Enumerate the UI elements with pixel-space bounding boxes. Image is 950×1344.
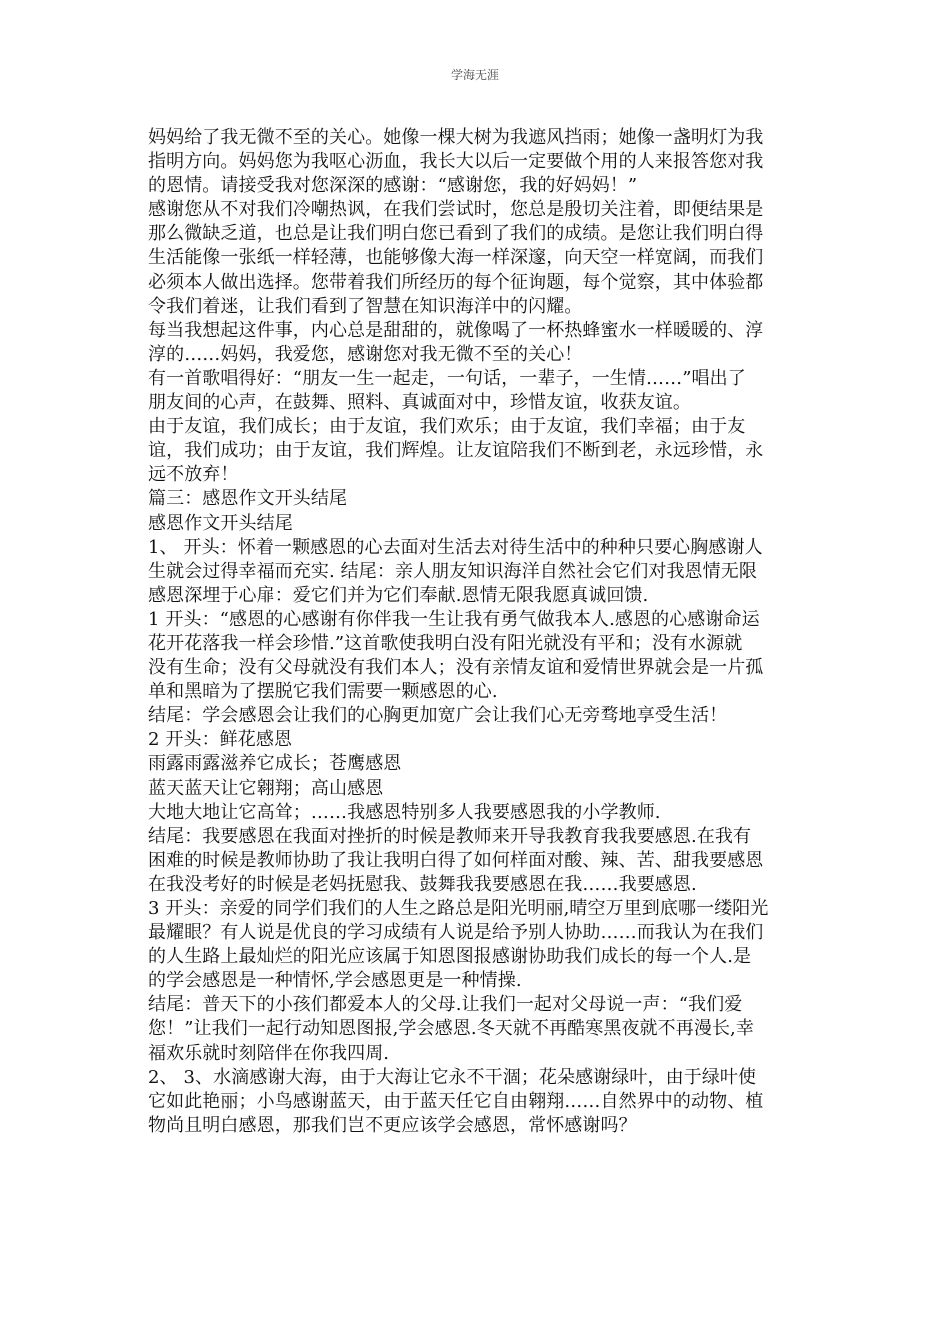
text-line: 必须本人做出选择。您带着我们所经历的每个征询题，每个觉察，其中体验都 xyxy=(148,271,764,293)
text-line: 指明方向。妈妈您为我呕心沥血，我长大以后一定要做个用的人来报答您对我 xyxy=(148,151,764,173)
text-line: 妈妈给了我无微不至的关心。她像一棵大树为我遮风挡雨；她像一盏明灯为我 xyxy=(148,127,764,148)
document-body xyxy=(148,126,808,1138)
text-line: 大地大地让它高耸；……我感恩特别多人我要感恩我的小学教师. xyxy=(148,801,661,823)
text-line: 淳的……妈妈，我爱您，感谢您对我无微不至的关心！ xyxy=(148,343,583,365)
text-line: 篇三：感恩作文开头结尾 xyxy=(148,488,348,510)
text-line: 谊，我们成功；由于友谊，我们辉煌。让友谊陪我们不断到老，永远珍惜，永 xyxy=(148,440,764,462)
text-line: 的恩情。请接受我对您深深的感谢：“感谢您，我的好妈妈！” xyxy=(148,175,638,197)
text-line: 单和黑暗为了摆脱它我们需要一颗感恩的心. xyxy=(148,681,498,703)
text-line: 有一首歌唱得好：“朋友一生一起走，一句话，一辈子，一生情……”唱出了 xyxy=(148,367,746,389)
text-line: 结尾：普天下的小孩们都爱本人的父母.让我们一起对父母说一声：“我们爱 xyxy=(148,994,743,1016)
text-line: 没有生命；没有父母就没有我们本人；没有亲情友谊和爱情世界就会是一片孤 xyxy=(148,657,764,679)
text-line: 每当我想起这件事，内心总是甜甜的，就像喝了一杯热蜂蜜水一样暖暖的、淳 xyxy=(148,319,764,341)
text-line: 物尚且明白感恩，那我们岂不更应该学会感恩，常怀感谢吗？ xyxy=(148,1114,637,1136)
text-line: 结尾：学会感恩会让我们的心胸更加宽广会让我们心无旁骛地享受生活！ xyxy=(148,705,728,727)
page-header: 学海无涯 xyxy=(450,68,499,82)
text-line: 感恩深埋于心扉：爱它们并为它们奉献.恩情无限我愿真诚回馈. xyxy=(148,584,649,606)
text-line: 感谢您从不对我们冷嘲热讽，在我们尝试时，您总是殷切关注着，即便结果是 xyxy=(148,199,764,221)
text-line: 由于友谊，我们成长；由于友谊，我们欢乐；由于友谊，我们幸福；由于友 xyxy=(148,416,746,438)
text-line: 2、 3、水滴感谢大海，由于大海让它永不干涸；花朵感谢绿叶，由于绿叶使 xyxy=(148,1066,757,1088)
text-line: 困难的时候是教师协助了我让我明白得了如何样面对酸、辣、苦、甜我要感恩 xyxy=(148,849,764,871)
text-line: 令我们着迷，让我们看到了智慧在知识海洋中的闪耀。 xyxy=(148,295,583,317)
text-line: 感恩作文开头结尾 xyxy=(148,512,293,534)
text-line: 生就会过得幸福而充实. 结尾：亲人朋友知识海洋自然社会它们对我恩情无限 xyxy=(148,560,757,582)
text-line: 结尾：我要感恩在我面对挫折的时候是教师来开导我教育我我要感恩.在我有 xyxy=(148,825,752,847)
text-line: 的人生路上最灿烂的阳光应该属于知恩图报感谢协助我们成长的每一个人.是 xyxy=(148,946,752,968)
text-line: 花开花落我一样会珍惜.”这首歌使我明白没有阳光就没有平和；没有水源就 xyxy=(148,632,743,654)
text-line: 在我没考好的时候是老妈抚慰我、鼓舞我我要感恩在我……我要感恩. xyxy=(148,873,697,895)
text-line: 1 开头：“感恩的心感谢有你伴我一生让我有勇气做我本人.感恩的心感谢命运 xyxy=(148,608,760,630)
text-line: 生活能像一张纸一样轻薄，也能够像大海一样深邃，向天空一样宽阔，而我们 xyxy=(148,247,764,269)
text-line: 1、 开头：怀着一颗感恩的心去面对生活去对待生活中的种种只要心胸感谢人 xyxy=(148,536,763,558)
text-line: 它如此艳丽；小鸟感谢蓝天，由于蓝天任它自由翱翔……自然界中的动物、植 xyxy=(148,1090,764,1112)
text-line: 朋友间的心声，在鼓舞、照料、真诚面对中，珍惜友谊，收获友谊。 xyxy=(148,392,691,414)
text-line: 雨露雨露滋养它成长；苍鹰感恩 xyxy=(148,753,402,775)
text-line: 远不放弃！ xyxy=(148,464,239,486)
text-line: 您！”让我们一起行动知恩图报,学会感恩.冬天就不再酷寒黑夜就不再漫长,幸 xyxy=(148,1018,754,1040)
text-line: 3 开头：亲爱的同学们我们的人生之路总是阳光明丽,晴空万里到底哪一缕阳光 xyxy=(148,898,769,919)
text-line: 那么微缺乏道，也总是让我们明白您已看到了我们的成绩。是您让我们明白得 xyxy=(148,223,764,245)
text-line: 最耀眼？有人说是优良的学习成绩有人说是给予别人协助……而我认为在我们 xyxy=(148,922,764,944)
text-line: 蓝天蓝天让它翱翔；高山感恩 xyxy=(148,777,384,799)
text-line: 2 开头：鲜花感恩 xyxy=(148,729,293,751)
text-line: 的学会感恩是一种情怀,学会感恩更是一种情操. xyxy=(148,970,522,992)
text-line: 福欢乐就时刻陪伴在你我四周. xyxy=(148,1042,390,1064)
